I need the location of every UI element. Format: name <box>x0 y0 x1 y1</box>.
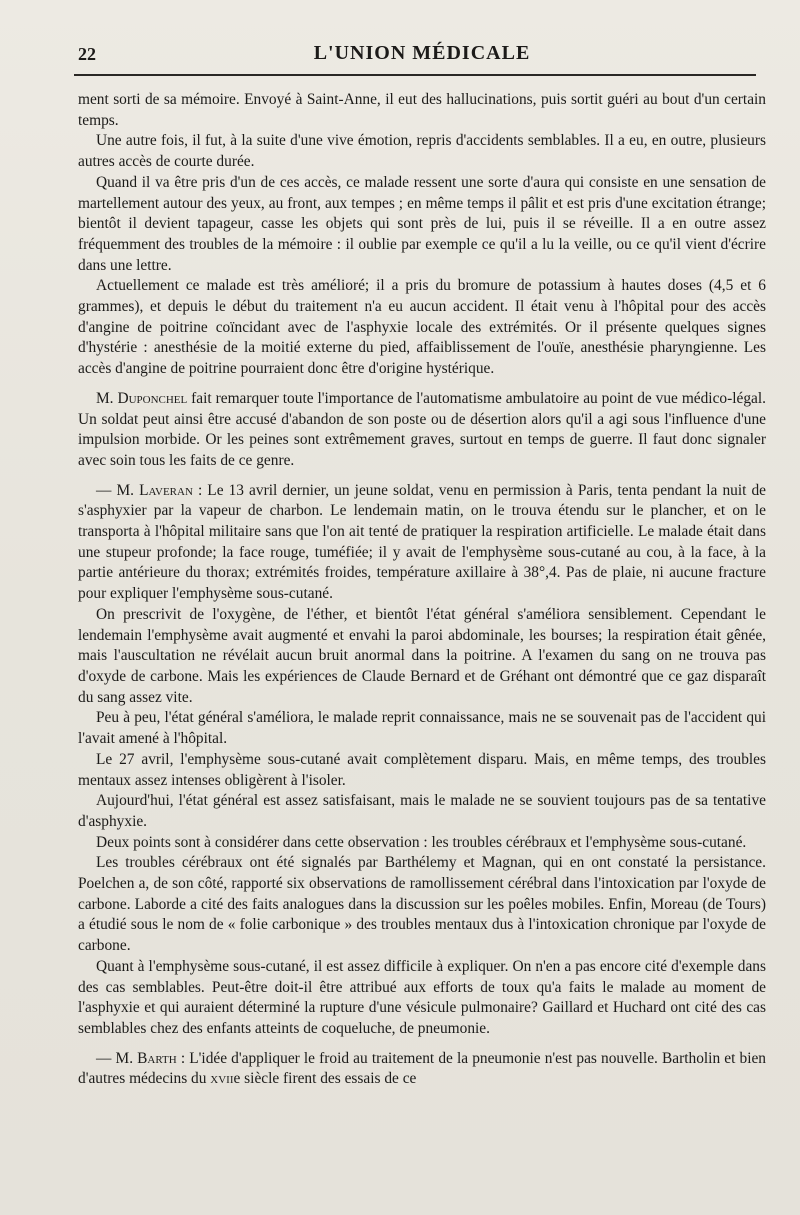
paragraph: On prescrivit de l'oxygène, de l'éther, et bientôt l'état général s'améliora sensiblement. Cependant le lendemain l'emphysème avait augmenté et envahi la paroi abdominale, les bourses; la respiration était gênée, mais l'auscultation ne révélait aucun bruit anormal dans la poitrine. A l'examen du sang on ne trouva pas d'oxyde de carbone. Mais les expériences de Claude Bernard et de Gréhant ont démontré que ce gaz disparaît du sang assez vite. <box>78 605 766 706</box>
paragraph-barth: — M. Barth : L'idée d'appliquer le froid au traitement de la pneumonie n'est pas nouvelle. Bartholin et bien d'autres médecins du xviie siècle firent des essais de ce <box>78 1049 766 1088</box>
body-text <box>78 90 766 1090</box>
paragraph: Quant à l'emphysème sous-cutané, il est assez difficile à expliquer. On n'en a pas encore cité d'exemple dans des cas semblables. Peut-être doit-il être attribué aux efforts de toux qu'a faits le malade au moment de l'asphyxie et qui auraient déterminé la rupture d'une vésicule pulmonaire? Gaillard et Huchard ont cité des cas semblables chez des enfants atteints de coqueluche, de pneumonie. <box>78 957 766 1037</box>
page-header <box>78 40 766 74</box>
paragraph: Aujourd'hui, l'état général est assez satisfaisant, mais le malade ne se souvient toujours pas de sa tentative d'asphyxie. <box>78 792 766 830</box>
speaker-name: M. Barth <box>115 1049 177 1067</box>
paragraph: Peu à peu, l'état général s'améliora, le malade reprit connaissance, mais ne se souvenait pas de l'accident qui l'avait amené à l'hôpital. <box>78 709 766 748</box>
speaker-name: M. Duponchel <box>96 389 188 407</box>
header-rule <box>74 74 756 76</box>
paragraph: Les troubles cérébraux ont été signalés par Barthélemy et Magnan, qui en ont constaté la persistance. Poelchen a, de son côté, rapporté six observations de ramollissement cérébral dans l'intoxication par l'oxyde de carbone. Laborde a cité des faits analogues dans la discussion sur les poêles mobiles. Enfin, Moreau (de Tours) a étudié sous le nom de « folie carbonique » des troubles mentaux dus à l'intoxication chronique par l'oxyde de carbone. <box>78 854 766 955</box>
paragraph: Deux points sont à considérer dans cette observation : les troubles cérébraux et l'emphysème sous-cutané. <box>96 833 747 851</box>
paragraph: Actuellement ce malade est très amélioré; il a pris du bromure de potassium à hautes doses (4,5 et 6 grammes), et depuis le début du traitement n'a eu aucun accident. Il était venu à l'hôpital pour des accès d'angine de poitrine coïncidant avec de l'asphyxie locale des extrémités. Or il présente quelques signes d'hystérie : anesthésie de la moitié externe du pied, affaiblissement de l'ouïe, anesthésie pharyngienne. Les accès d'angine de poitrine pourraient donc être d'origine hystérique. <box>78 277 766 378</box>
paragraph: Une autre fois, il fut, à la suite d'une vive émotion, repris d'accidents semblables. Il a eu, en outre, plusieurs autres accès de courte durée. <box>78 132 766 171</box>
speaker-name: M. Laveran <box>116 481 193 499</box>
paragraph: Quand il va être pris d'un de ces accès, ce malade ressent une sorte d'aura qui consiste en une sensation de martellement autour des yeux, au front, aux tempes ; en même temps il pâlit et est pris d'une excitation étrange; bientôt il devient tapageur, casse les objets qui sont près de lui, puis il se réveille. Il a en outre assez fréquemment des troubles de la mémoire : il oublie par exemple ce qu'il a lu la veille, ou ce qu'il vient d'écrire dans une lettre. <box>78 173 766 274</box>
paragraph: ment sorti de sa mémoire. Envoyé à Saint-Anne, il eut des hallucinations, puis sortit guéri au bout d'un certain temps. <box>78 91 766 129</box>
paragraph-laveran: — M. Laveran : Le 13 avril dernier, un jeune soldat, venu en permission à Paris, tenta pendant la nuit de s'asphyxier par la vapeur de charbon. Le lendemain matin, on le trouva étendu sur le plancher, et on le transporta à l'hôpital militaire sans que l'on ait tenté de pratiquer la respiration artificielle. Le malade était dans une stupeur profonde; la face rouge, tuméfiée; il y avait de l'emphysème sous-cutané au cou, à la face, à la partie antérieure du thorax; extrémités froides, température axillaire à 38°,4. Pas de plaie, ni aucune fracture pour expliquer l'emphysème sous-cutané. <box>78 481 766 603</box>
paragraph-duponchel: M. Duponchel fait remarquer toute l'importance de l'automatisme ambulatoire au point de vue médico-légal. Un soldat peut ainsi être accusé d'abandon de son poste ou de désertion alors qu'il a agi sous l'influence d'une impulsion morbide. Or les peines sont extrêmement graves, surtout en temps de guerre. Il faut donc signaler avec soin tous les faits de ce genre. <box>78 389 766 469</box>
running-title: L'UNION MÉDICALE <box>313 42 531 64</box>
century-numeral: xvii <box>210 1070 234 1088</box>
page-number: 22 <box>78 44 96 64</box>
paragraph: Le 27 avril, l'emphysème sous-cutané avait complètement disparu. Mais, en même temps, des troubles mentaux assez intenses obligèrent à l'isoler. <box>78 750 766 789</box>
